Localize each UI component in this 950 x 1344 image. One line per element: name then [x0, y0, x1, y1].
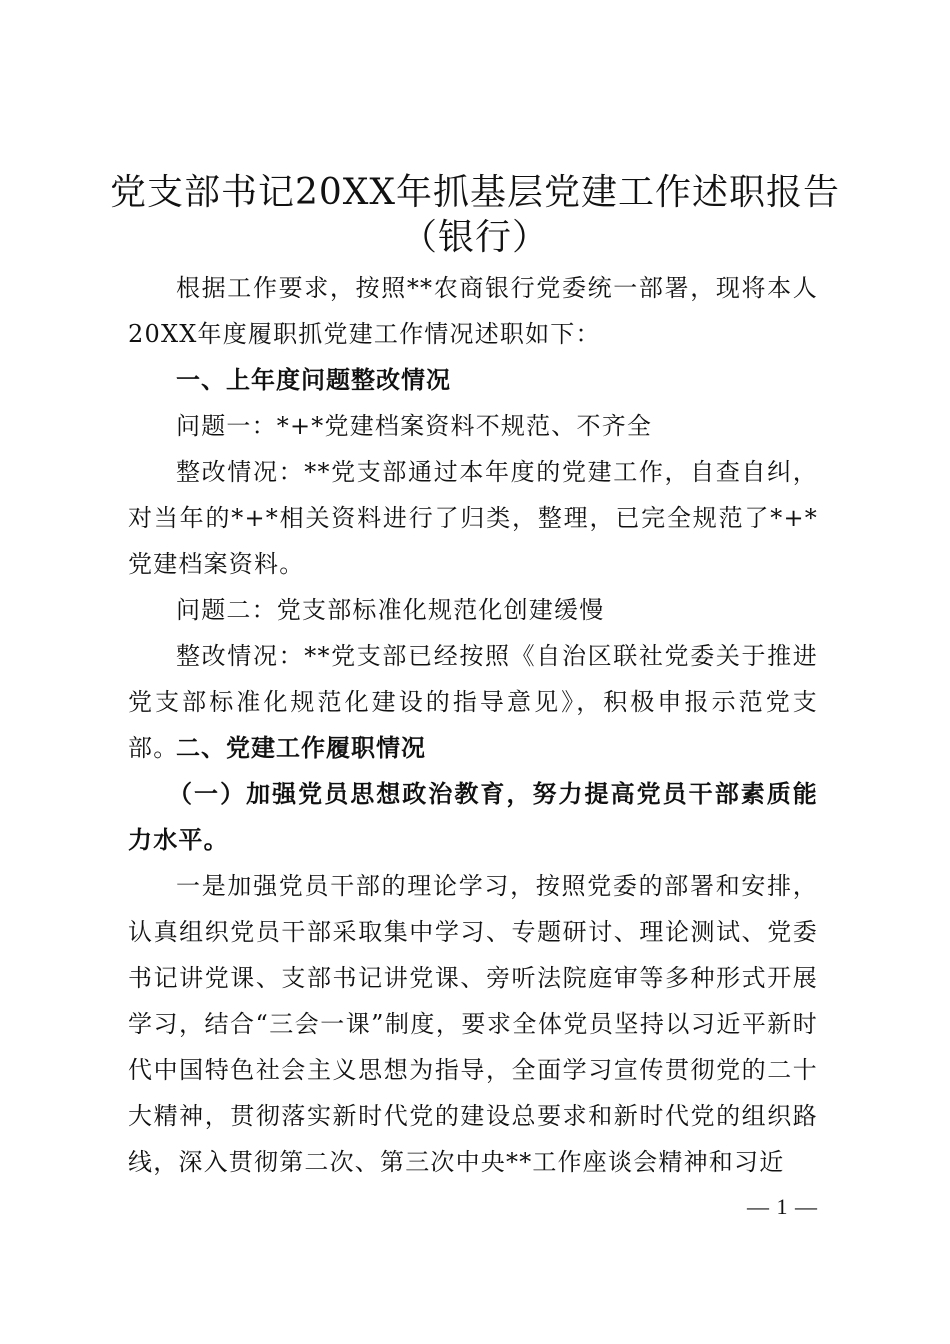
- document-subtitle: （银行）: [400, 217, 549, 258]
- fix1-paragraph: 整改情况：**党支部通过本年度的党建工作，自查自纠，对当年的*+*相关资料进行了归类，整理，已完全规范了*+*党建档案资料。: [128, 458, 818, 578]
- section2-heading: 二、党建工作履职情况: [176, 734, 426, 762]
- page-number: — 1 —: [747, 1194, 818, 1219]
- body-paragraph: 一是加强党员干部的理论学习，按照党委的部署和安排，认真组织党员干部采取集中学习、专题研讨、理论测试、党委书记讲党课、支部书记讲党课、旁听法院庭审等多种形式开展学习，结合“三会一课”制度，要求全体党员坚持以习近平新时代中国特色社会主义思想为指导，全面学习宣传贯彻党的二十大精神，贯彻落实新时代党的建设总要求和新时代党的组织路线，深入贯彻第二次、第三次中央**工作座谈会精神和习近: [128, 872, 818, 1176]
- document-title: 党支部书记20XX年抓基层党建工作述职报告: [109, 172, 841, 213]
- fix2-paragraph: 整改情况：**党支部已经按照《自治区联社党委关于推进党支部标准化规范化建设的指导意见》，积极申报示范党支部。: [128, 642, 818, 762]
- section1-heading: 一、上年度问题整改情况: [176, 366, 451, 394]
- problem2-paragraph: 问题二：党支部标准化规范化创建缓慢: [176, 596, 605, 624]
- intro-paragraph: 根据工作要求，按照**农商银行党委统一部署，现将本人20XX年度履职抓党建工作情况述职如下：: [128, 274, 818, 348]
- subsection1-heading: （一）加强党员思想政治教育，努力提高党员干部素质能力水平。: [128, 779, 818, 854]
- problem1-paragraph: 问题一：*+*党建档案资料不规范、不齐全: [176, 412, 653, 440]
